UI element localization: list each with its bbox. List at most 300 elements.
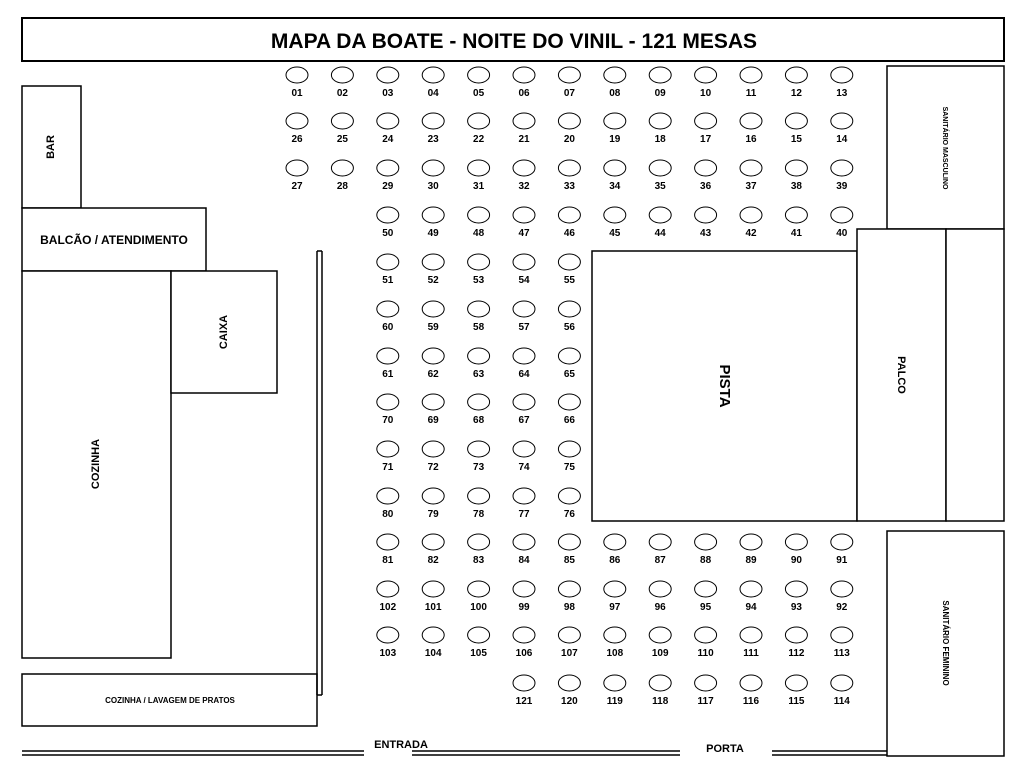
- table-circle: [468, 301, 490, 317]
- table-number: 73: [473, 462, 485, 473]
- table-circle: [558, 627, 580, 643]
- porta-label: PORTA: [706, 743, 744, 755]
- table-number: 111: [743, 648, 759, 659]
- table-number: 15: [790, 134, 802, 145]
- table-54[interactable]: [513, 254, 535, 286]
- table-36[interactable]: [695, 160, 717, 192]
- table-number: 30: [427, 181, 439, 192]
- table-number: 118: [652, 696, 669, 707]
- table-number: 98: [563, 602, 575, 613]
- table-circle: [513, 67, 535, 83]
- table-80[interactable]: [377, 488, 399, 520]
- table-circle: [377, 394, 399, 410]
- table-number: 45: [609, 228, 621, 239]
- table-number: 37: [745, 181, 757, 192]
- table-120[interactable]: [558, 675, 580, 707]
- table-number: 01: [291, 88, 303, 99]
- table-79[interactable]: [422, 488, 444, 520]
- table-number: 109: [651, 648, 669, 659]
- table-circle: [831, 534, 853, 550]
- table-50[interactable]: [377, 207, 399, 239]
- table-circle: [331, 67, 353, 83]
- table-circle: [513, 394, 535, 410]
- table-23[interactable]: [422, 113, 444, 145]
- table-number: 113: [833, 648, 850, 659]
- table-number: 12: [790, 88, 802, 99]
- pista-label: PISTA: [716, 364, 734, 408]
- table-circle: [377, 301, 399, 317]
- table-13[interactable]: [831, 67, 853, 99]
- table-99[interactable]: [513, 581, 535, 613]
- table-101[interactable]: [422, 581, 444, 613]
- table-circle: [831, 581, 853, 597]
- table-118[interactable]: [649, 675, 671, 707]
- table-circle: [695, 675, 717, 691]
- table-circle: [558, 675, 580, 691]
- table-73[interactable]: [468, 441, 490, 473]
- table-circle: [831, 160, 853, 176]
- table-circle: [513, 113, 535, 129]
- table-number: 47: [518, 228, 530, 239]
- table-14[interactable]: [831, 113, 853, 145]
- table-56[interactable]: [558, 301, 580, 333]
- table-circle: [558, 581, 580, 597]
- table-circle: [785, 581, 807, 597]
- table-117[interactable]: [695, 675, 717, 707]
- table-number: 03: [382, 88, 394, 99]
- table-number: 52: [427, 275, 439, 286]
- table-circle: [558, 441, 580, 457]
- table-74[interactable]: [513, 441, 535, 473]
- table-32[interactable]: [513, 160, 535, 192]
- table-15[interactable]: [785, 113, 807, 145]
- table-113[interactable]: [831, 627, 853, 659]
- table-28[interactable]: [331, 160, 353, 192]
- table-number: 19: [609, 134, 621, 145]
- table-circle: [695, 207, 717, 223]
- entrada-label: ENTRADA: [374, 739, 428, 751]
- table-circle: [468, 394, 490, 410]
- table-number: 69: [427, 415, 439, 426]
- table-circle: [331, 113, 353, 129]
- table-94[interactable]: [740, 581, 762, 613]
- table-number: 31: [473, 181, 485, 192]
- map-title: MAPA DA BOATE - NOITE DO VINIL - 121 MESAS: [270, 30, 758, 53]
- table-circle: [558, 534, 580, 550]
- table-110[interactable]: [695, 627, 717, 659]
- table-48[interactable]: [468, 207, 490, 239]
- palco-label: PALCO: [895, 356, 908, 394]
- table-58[interactable]: [468, 301, 490, 333]
- table-circle: [604, 67, 626, 83]
- table-circle: [286, 67, 308, 83]
- table-number: 106: [515, 648, 533, 659]
- table-number: 11: [745, 88, 757, 99]
- table-circle: [785, 627, 807, 643]
- table-121[interactable]: [513, 675, 535, 707]
- table-number: 48: [473, 228, 485, 239]
- table-number: 110: [697, 648, 714, 659]
- table-circle: [695, 627, 717, 643]
- table-number: 53: [473, 275, 485, 286]
- table-68[interactable]: [468, 394, 490, 426]
- table-number: 74: [518, 462, 530, 473]
- table-90[interactable]: [785, 534, 807, 566]
- table-40[interactable]: [831, 207, 853, 239]
- table-number: 27: [291, 181, 303, 192]
- table-57[interactable]: [513, 301, 535, 333]
- bar-label: BAR: [44, 135, 57, 159]
- table-circle: [604, 534, 626, 550]
- table-42[interactable]: [740, 207, 762, 239]
- table-21[interactable]: [513, 113, 535, 145]
- table-69[interactable]: [422, 394, 444, 426]
- table-72[interactable]: [422, 441, 444, 473]
- table-number: 105: [470, 648, 487, 659]
- table-102[interactable]: [377, 581, 399, 613]
- table-34[interactable]: [604, 160, 626, 192]
- table-46[interactable]: [558, 207, 580, 239]
- table-number: 120: [561, 696, 578, 707]
- table-78[interactable]: [468, 488, 490, 520]
- table-20[interactable]: [558, 113, 580, 145]
- table-number: 83: [473, 555, 485, 566]
- table-92[interactable]: [831, 581, 853, 613]
- table-circle: [785, 675, 807, 691]
- table-number: 34: [609, 181, 621, 192]
- balcao-label: BALCÃO / ATENDIMENTO: [40, 233, 188, 247]
- table-circle: [695, 67, 717, 83]
- table-circle: [558, 207, 580, 223]
- table-circle: [785, 113, 807, 129]
- table-circle: [695, 113, 717, 129]
- table-circle: [377, 581, 399, 597]
- table-circle: [513, 627, 535, 643]
- table-circle: [649, 113, 671, 129]
- table-111[interactable]: [740, 627, 762, 659]
- table-circle: [286, 160, 308, 176]
- table-number: 55: [563, 275, 575, 286]
- table-87[interactable]: [649, 534, 671, 566]
- table-number: 17: [700, 134, 712, 145]
- table-circle: [422, 534, 444, 550]
- table-number: 06: [518, 88, 530, 99]
- table-108[interactable]: [604, 627, 626, 659]
- table-02[interactable]: [331, 67, 353, 99]
- table-11[interactable]: [740, 67, 762, 99]
- table-31[interactable]: [468, 160, 490, 192]
- table-76[interactable]: [558, 488, 580, 520]
- table-circle: [513, 488, 535, 504]
- table-30[interactable]: [422, 160, 444, 192]
- table-number: 85: [563, 555, 575, 566]
- table-circle: [468, 254, 490, 270]
- table-number: 56: [563, 322, 575, 333]
- table-circle: [377, 160, 399, 176]
- table-circle: [513, 160, 535, 176]
- table-circle: [785, 534, 807, 550]
- table-109[interactable]: [649, 627, 671, 659]
- table-circle: [377, 113, 399, 129]
- table-number: 32: [518, 181, 530, 192]
- table-59[interactable]: [422, 301, 444, 333]
- table-41[interactable]: [785, 207, 807, 239]
- table-08[interactable]: [604, 67, 626, 99]
- table-number: 57: [518, 322, 530, 333]
- table-circle: [422, 348, 444, 364]
- table-88[interactable]: [695, 534, 717, 566]
- table-116[interactable]: [740, 675, 762, 707]
- table-number: 95: [700, 602, 712, 613]
- table-number: 100: [470, 602, 487, 613]
- table-circle: [831, 627, 853, 643]
- table-71[interactable]: [377, 441, 399, 473]
- table-12[interactable]: [785, 67, 807, 99]
- table-number: 44: [654, 228, 666, 239]
- table-number: 39: [836, 181, 848, 192]
- table-89[interactable]: [740, 534, 762, 566]
- table-circle: [468, 113, 490, 129]
- table-number: 76: [563, 509, 575, 520]
- table-circle: [558, 301, 580, 317]
- table-circle: [558, 254, 580, 270]
- table-circle: [785, 67, 807, 83]
- table-circle: [468, 627, 490, 643]
- table-circle: [740, 534, 762, 550]
- table-number: 10: [700, 88, 712, 99]
- table-104[interactable]: [422, 627, 444, 659]
- table-number: 102: [379, 602, 397, 613]
- table-circle: [377, 67, 399, 83]
- table-number: 23: [427, 134, 439, 145]
- table-55[interactable]: [558, 254, 580, 286]
- table-number: 91: [836, 555, 848, 566]
- table-number: 36: [700, 181, 712, 192]
- table-106[interactable]: [513, 627, 535, 659]
- table-number: 09: [654, 88, 666, 99]
- table-circle: [649, 627, 671, 643]
- table-119[interactable]: [604, 675, 626, 707]
- table-circle: [740, 113, 762, 129]
- table-number: 42: [745, 228, 757, 239]
- table-number: 41: [790, 228, 802, 239]
- table-39[interactable]: [831, 160, 853, 192]
- table-27[interactable]: [286, 160, 308, 192]
- table-114[interactable]: [831, 675, 853, 707]
- table-43[interactable]: [695, 207, 717, 239]
- table-circle: [422, 627, 444, 643]
- table-number: 68: [473, 415, 485, 426]
- table-112[interactable]: [785, 627, 807, 659]
- table-number: 05: [473, 88, 485, 99]
- table-18[interactable]: [649, 113, 671, 145]
- table-24[interactable]: [377, 113, 399, 145]
- table-10[interactable]: [695, 67, 717, 99]
- table-circle: [740, 207, 762, 223]
- table-circle: [422, 394, 444, 410]
- table-number: 29: [382, 181, 394, 192]
- table-85[interactable]: [558, 534, 580, 566]
- table-81[interactable]: [377, 534, 399, 566]
- table-82[interactable]: [422, 534, 444, 566]
- table-circle: [740, 627, 762, 643]
- table-53[interactable]: [468, 254, 490, 286]
- table-number: 51: [382, 275, 394, 286]
- table-number: 26: [291, 134, 303, 145]
- table-04[interactable]: [422, 67, 444, 99]
- table-51[interactable]: [377, 254, 399, 286]
- table-circle: [513, 348, 535, 364]
- table-circle: [286, 113, 308, 129]
- table-number: 46: [563, 228, 575, 239]
- table-107[interactable]: [558, 627, 580, 659]
- table-number: 21: [518, 134, 530, 145]
- table-circle: [558, 394, 580, 410]
- table-circle: [649, 675, 671, 691]
- table-38[interactable]: [785, 160, 807, 192]
- table-circle: [649, 534, 671, 550]
- table-44[interactable]: [649, 207, 671, 239]
- table-number: 89: [745, 555, 757, 566]
- table-circle: [468, 534, 490, 550]
- table-circle: [468, 160, 490, 176]
- table-number: 67: [518, 415, 530, 426]
- table-93[interactable]: [785, 581, 807, 613]
- table-circle: [604, 581, 626, 597]
- table-circle: [558, 160, 580, 176]
- table-circle: [604, 113, 626, 129]
- table-95[interactable]: [695, 581, 717, 613]
- table-number: 63: [473, 369, 485, 380]
- table-circle: [604, 207, 626, 223]
- table-number: 80: [382, 509, 394, 520]
- table-number: 101: [424, 602, 442, 613]
- table-96[interactable]: [649, 581, 671, 613]
- table-circle: [468, 207, 490, 223]
- table-number: 121: [515, 696, 533, 707]
- table-37[interactable]: [740, 160, 762, 192]
- table-67[interactable]: [513, 394, 535, 426]
- table-35[interactable]: [649, 160, 671, 192]
- table-circle: [377, 441, 399, 457]
- table-number: 71: [382, 462, 394, 473]
- table-16[interactable]: [740, 113, 762, 145]
- table-circle: [377, 348, 399, 364]
- table-circle: [422, 207, 444, 223]
- table-number: 82: [427, 555, 439, 566]
- table-66[interactable]: [558, 394, 580, 426]
- table-86[interactable]: [604, 534, 626, 566]
- table-09[interactable]: [649, 67, 671, 99]
- table-number: 18: [654, 134, 666, 145]
- table-33[interactable]: [558, 160, 580, 192]
- table-number: 86: [609, 555, 621, 566]
- table-number: 92: [836, 602, 848, 613]
- table-65[interactable]: [558, 348, 580, 380]
- table-number: 40: [836, 228, 848, 239]
- table-103[interactable]: [377, 627, 399, 659]
- table-84[interactable]: [513, 534, 535, 566]
- table-64[interactable]: [513, 348, 535, 380]
- table-45[interactable]: [604, 207, 626, 239]
- table-circle: [468, 441, 490, 457]
- table-circle: [558, 348, 580, 364]
- table-98[interactable]: [558, 581, 580, 613]
- table-circle: [649, 581, 671, 597]
- table-number: 77: [518, 509, 530, 520]
- table-63[interactable]: [468, 348, 490, 380]
- table-49[interactable]: [422, 207, 444, 239]
- table-97[interactable]: [604, 581, 626, 613]
- table-number: 25: [336, 134, 348, 145]
- caixa-label: CAIXA: [217, 314, 230, 350]
- table-circle: [377, 254, 399, 270]
- table-circle: [831, 67, 853, 83]
- table-91[interactable]: [831, 534, 853, 566]
- table-circle: [513, 675, 535, 691]
- table-03[interactable]: [377, 67, 399, 99]
- table-105[interactable]: [468, 627, 490, 659]
- table-62[interactable]: [422, 348, 444, 380]
- table-circle: [740, 67, 762, 83]
- table-number: 33: [563, 181, 575, 192]
- table-circle: [377, 488, 399, 504]
- table-07[interactable]: [558, 67, 580, 99]
- table-circle: [377, 627, 399, 643]
- table-83[interactable]: [468, 534, 490, 566]
- table-70[interactable]: [377, 394, 399, 426]
- table-60[interactable]: [377, 301, 399, 333]
- table-01[interactable]: [286, 67, 308, 99]
- table-61[interactable]: [377, 348, 399, 380]
- table-25[interactable]: [331, 113, 353, 145]
- table-17[interactable]: [695, 113, 717, 145]
- table-06[interactable]: [513, 67, 535, 99]
- table-75[interactable]: [558, 441, 580, 473]
- table-number: 60: [382, 322, 394, 333]
- table-29[interactable]: [377, 160, 399, 192]
- table-number: 02: [336, 88, 348, 99]
- table-100[interactable]: [468, 581, 490, 613]
- table-number: 49: [427, 228, 439, 239]
- table-number: 81: [382, 555, 394, 566]
- table-115[interactable]: [785, 675, 807, 707]
- table-05[interactable]: [468, 67, 490, 99]
- table-circle: [377, 534, 399, 550]
- table-circle: [558, 67, 580, 83]
- table-52[interactable]: [422, 254, 444, 286]
- table-26[interactable]: [286, 113, 308, 145]
- table-number: 62: [427, 369, 439, 380]
- table-number: 38: [790, 181, 802, 192]
- table-circle: [468, 67, 490, 83]
- table-19[interactable]: [604, 113, 626, 145]
- stage-back-area: [946, 229, 1004, 521]
- table-number: 16: [745, 134, 757, 145]
- table-circle: [513, 254, 535, 270]
- lavagem-label: COZINHA / LAVAGEM DE PRATOS: [105, 696, 235, 705]
- table-number: 78: [473, 509, 485, 520]
- table-77[interactable]: [513, 488, 535, 520]
- table-number: 88: [700, 555, 712, 566]
- table-22[interactable]: [468, 113, 490, 145]
- table-47[interactable]: [513, 207, 535, 239]
- table-circle: [422, 581, 444, 597]
- table-circle: [513, 441, 535, 457]
- table-circle: [422, 113, 444, 129]
- table-number: 22: [473, 134, 485, 145]
- table-circle: [513, 301, 535, 317]
